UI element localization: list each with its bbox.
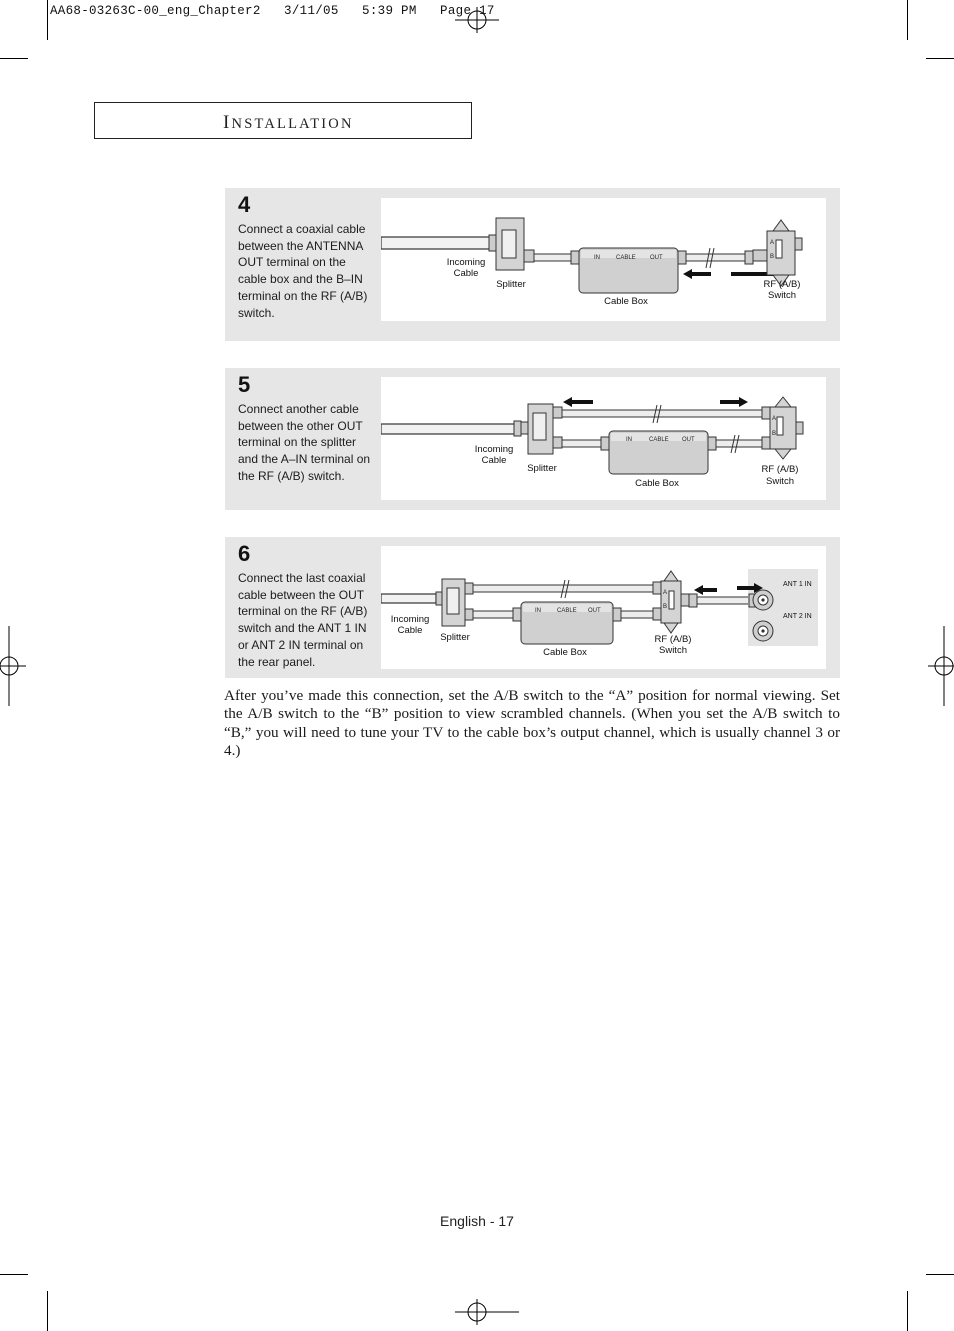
switch-a-label: A — [770, 240, 775, 246]
switch-b-label: B — [663, 604, 668, 610]
box-in-label: IN — [535, 608, 541, 614]
switch-a-label: A — [663, 590, 668, 596]
incoming-cable — [381, 424, 521, 434]
rf-switch-icon — [653, 571, 689, 633]
arrow-left-icon — [563, 397, 593, 407]
splitter-label: Splitter — [527, 463, 557, 474]
section-header — [94, 102, 472, 139]
splitter-icon — [514, 404, 562, 454]
print-slug: AA68-03263C-00_eng_Chapter2 3/11/05 5:39 PM Page 17 — [50, 4, 495, 18]
box-out-label: OUT — [588, 608, 601, 614]
rf-switch-label: RF (A/B) — [761, 464, 799, 475]
switch-b-label: B — [770, 254, 775, 260]
crop-mark — [907, 1291, 908, 1331]
ant2-label: ANT 2 IN — [783, 613, 812, 620]
rf-switch-label: RF (A/B) — [763, 279, 801, 290]
connection-diagram — [381, 377, 826, 500]
box-in-label: IN — [626, 437, 632, 443]
step-text: Connect another cable between the other OUT terminal on the splitter and the A–IN terminal on the RF (A/B) switch. — [238, 402, 371, 483]
registration-mark-icon — [455, 1297, 519, 1327]
box-out-label: OUT — [650, 255, 663, 261]
arrow-left-icon — [683, 269, 711, 279]
incoming-cable-label: Cable — [453, 268, 479, 279]
rf-switch-icon — [753, 220, 802, 286]
ant1-label: ANT 1 IN — [783, 581, 812, 588]
page-footer: English - 17 — [440, 1213, 514, 1229]
rf-switch-label: Switch — [766, 476, 794, 487]
crop-mark — [47, 1291, 48, 1331]
step-text: Connect a coaxial cable between the ANTENNA OUT terminal on the cable box and the B–IN terminal on the RF (A/B) switch. — [238, 222, 368, 320]
incoming-cable-label: Incoming — [446, 257, 486, 268]
crop-mark — [47, 0, 48, 40]
coax-splitter-switch — [562, 410, 762, 417]
ant1-jack-icon — [753, 590, 773, 610]
rf-switch-label: Switch — [768, 290, 796, 301]
cable-box-label: Cable Box — [543, 647, 587, 658]
cable-box-label: Cable Box — [635, 478, 679, 489]
box-cable-label: CABLE — [649, 437, 669, 443]
splitter-label: Splitter — [440, 632, 470, 643]
step-number: 4 — [238, 192, 251, 217]
connection-diagram — [381, 546, 826, 669]
incoming-cable-label: Incoming — [390, 614, 430, 625]
ant2-jack-icon — [753, 621, 773, 641]
incoming-cable-label: Cable — [397, 625, 423, 636]
registration-mark-icon — [928, 626, 954, 706]
connection-diagram — [381, 198, 826, 321]
rf-switch-label: Switch — [659, 645, 687, 656]
box-cable-label: CABLE — [616, 255, 636, 261]
box-cable-label: CABLE — [557, 608, 577, 614]
step-text: Connect the last coaxial cable between the OUT terminal on the RF (A/B) switch and the ANT 1 IN or ANT 2 IN terminal on the rear panel. — [238, 571, 368, 669]
step-number: 5 — [238, 372, 251, 397]
coax-box-switch — [678, 254, 753, 261]
registration-mark-icon — [0, 626, 26, 706]
box-in-label: IN — [594, 255, 600, 261]
incoming-cable-label: Cable — [481, 455, 507, 466]
cable-box-label: Cable Box — [604, 296, 648, 307]
crop-mark — [926, 58, 954, 59]
crop-mark — [0, 1274, 28, 1275]
incoming-cable — [381, 594, 436, 603]
section-title: INSTALLATION — [223, 112, 354, 133]
box-out-label: OUT — [682, 437, 695, 443]
arrow-right-icon — [720, 397, 748, 407]
step-number: 6 — [238, 541, 251, 566]
step-4-panel — [225, 188, 840, 341]
switch-a-label: A — [772, 416, 777, 422]
splitter-icon — [489, 218, 534, 270]
step-6-panel — [225, 537, 840, 678]
crop-mark — [926, 1274, 954, 1275]
crop-mark — [907, 0, 908, 40]
incoming-cable-label: Incoming — [474, 444, 514, 455]
rf-switch-label: RF (A/B) — [654, 634, 692, 645]
rf-switch-icon — [762, 397, 803, 459]
crop-mark — [0, 58, 28, 59]
splitter-label: Splitter — [496, 279, 526, 290]
splitter-icon — [436, 579, 473, 626]
step-5-panel — [225, 368, 840, 510]
body-paragraph: After you’ve made this connection, set the A/B switch to the “A” position for normal viewing. Set the A/B switch to the “B” position to view scrambled channels. (When you set the A/B switch to “B,” you will need to tune your TV to the cable box’s output channel, which is usually channel 3 or 4.) — [224, 687, 840, 759]
incoming-cable — [381, 237, 496, 249]
switch-b-label: B — [772, 431, 777, 437]
